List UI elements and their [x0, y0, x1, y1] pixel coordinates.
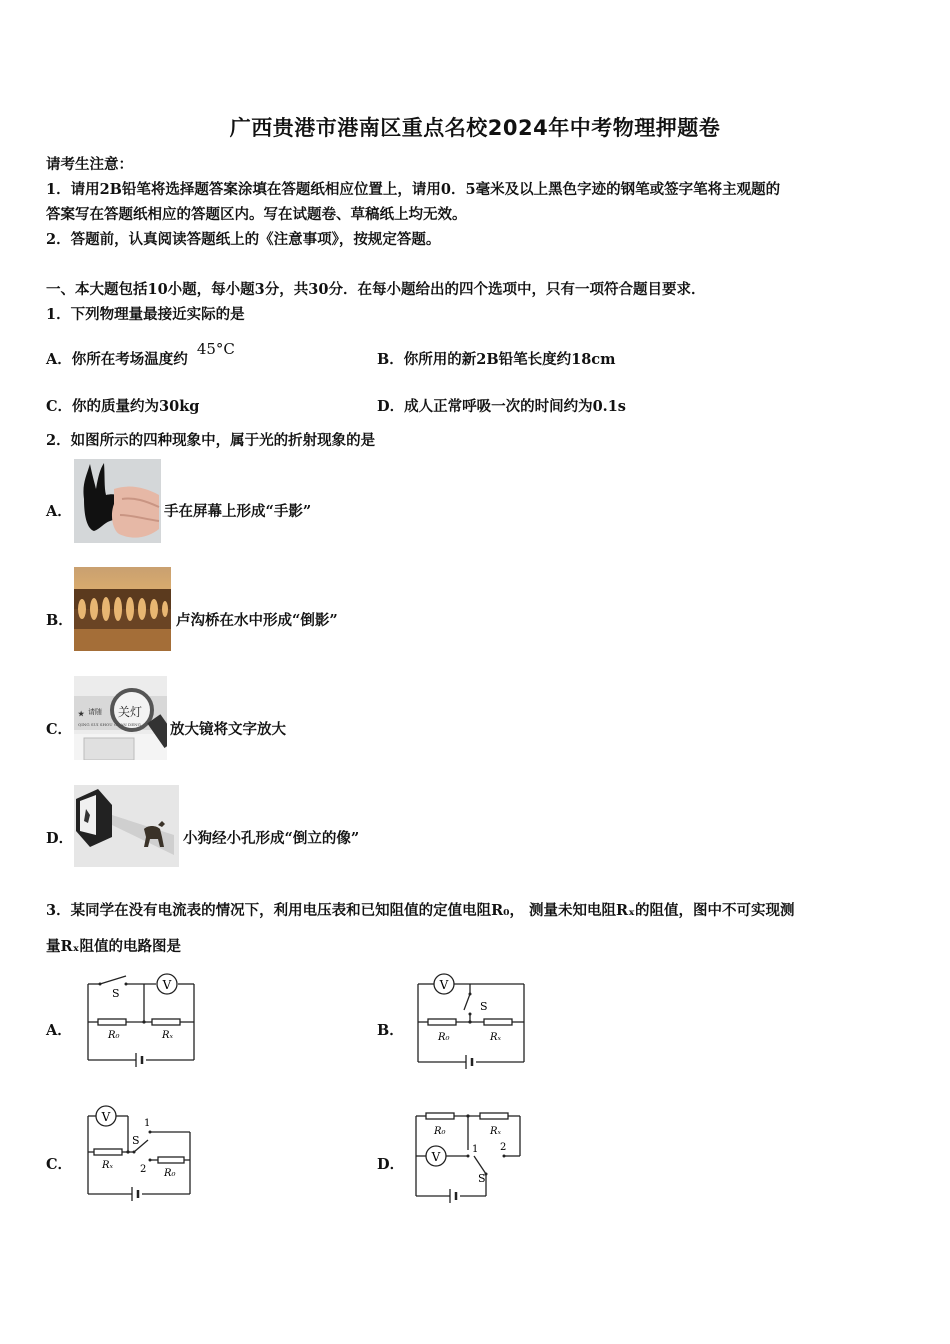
position-1-label: 1	[144, 1118, 151, 1129]
rx-label: Rₓ	[490, 1126, 502, 1137]
q1-stem: 1．下列物理量最接近实际的是	[46, 306, 245, 323]
pinhole-camera-image	[74, 785, 179, 867]
switch-label: S	[478, 1172, 486, 1185]
pinhole-camera-icon	[74, 785, 179, 867]
switch-label: S	[480, 1000, 488, 1013]
hand-shadow-image	[74, 459, 161, 543]
circuit-c-diagram	[84, 1104, 196, 1204]
position-2-label: 2	[140, 1164, 147, 1175]
q3-stem-line-2: 量Rₓ阻值的电路图是	[46, 938, 181, 955]
q3-option-b-label: B．	[377, 1022, 404, 1039]
magnifier-sign-text: 请随	[88, 708, 102, 716]
q1-option-d: D．成人正常呼吸一次的时间约为0.1s	[377, 398, 626, 415]
rx-label: Rₓ	[102, 1160, 114, 1171]
q2-option-c-label: C．	[46, 721, 73, 738]
q2-option-c-text: 放大镜将文字放大	[170, 721, 286, 738]
r0-label: R₀	[434, 1126, 446, 1137]
q3-stem-line-1: 3．某同学在没有电流表的情况下，利用电压表和已知阻值的定值电阻R₀， 测量未知电阻Rₓ的阻值，图中不可实现测	[46, 902, 795, 919]
rx-label: Rₓ	[490, 1032, 502, 1043]
q2-option-d-text: 小狗经小孔形成“倒立的像”	[183, 830, 360, 847]
rabbit-shadow-icon	[74, 459, 161, 543]
q3-option-a-label: A．	[46, 1022, 72, 1039]
q1-option-b: B．你所用的新2B铅笔长度约18cm	[377, 351, 616, 368]
q1-option-c: C．你的质量约为30kg	[46, 398, 200, 415]
magnifier-icon	[74, 676, 167, 760]
q3-option-c-label: C．	[46, 1156, 73, 1173]
q3-option-d-label: D．	[377, 1156, 405, 1173]
q2-option-d-label: D．	[46, 830, 74, 847]
section-heading: 一、本大题包括10小题，每小题3分，共30分．在每小题给出的四个选项中，只有一项符合题目要求．	[46, 281, 706, 298]
q1-option-a	[46, 340, 235, 369]
voltmeter-label: V	[101, 1110, 111, 1124]
q2-option-a-label: A．	[46, 503, 72, 520]
svg-text:关灯: 关灯	[118, 705, 143, 719]
notice-item-1-line-1: 1．请用2B铅笔将选择题答案涂填在答题纸相应位置上，请用0．5毫米及以上黑色字迹的钢笔或签字笔将主观题的	[46, 181, 781, 198]
q2-stem: 2．如图所示的四种现象中，属于光的折射现象的是	[46, 432, 376, 449]
q1-option-a-text: A．你所在考场温度约	[46, 351, 188, 368]
position-2-label: 2	[500, 1142, 507, 1153]
q2-option-b-label: B．	[46, 612, 73, 629]
q1-option-a-value: 45°C	[196, 340, 235, 358]
svg-text:★: ★	[78, 709, 85, 718]
q2-option-a-text: 手在屏幕上形成“手影”	[164, 503, 312, 520]
bridge-reflection-image	[74, 567, 171, 651]
circuit-b-diagram	[414, 970, 530, 1070]
circuit-a-diagram	[84, 970, 200, 1068]
page-title: 广西贵港市港南区重点名校2024年中考物理押题卷	[229, 116, 721, 140]
r0-label: R₀	[108, 1030, 120, 1041]
notice-heading: 请考生注意：	[46, 156, 133, 173]
position-1-label: 1	[472, 1144, 479, 1155]
r0-label: R₀	[438, 1032, 450, 1043]
circuit-d-diagram	[412, 1108, 526, 1208]
magnifier-image	[74, 676, 167, 760]
r0-label: R₀	[164, 1168, 176, 1179]
notice-item-2: 2．答题前，认真阅读答题纸上的《注意事项》，按规定答题。	[46, 231, 441, 248]
q2-option-b-text: 卢沟桥在水中形成“倒影”	[176, 612, 338, 629]
rx-label: Rₓ	[162, 1030, 174, 1041]
switch-label: S	[132, 1134, 140, 1147]
voltmeter-label: V	[439, 978, 449, 992]
svg-text:QING SUI SHOU GUAN DENG: QING SUI SHOU GUAN DENG	[78, 722, 141, 727]
voltmeter-label: V	[162, 978, 172, 992]
notice-item-1-line-2: 答案写在答题纸相应的答题区内。写在试题卷、草稿纸上均无效。	[46, 206, 467, 223]
voltmeter-label: V	[431, 1150, 441, 1164]
switch-label: S	[112, 987, 120, 1000]
bridge-icon	[74, 567, 171, 651]
